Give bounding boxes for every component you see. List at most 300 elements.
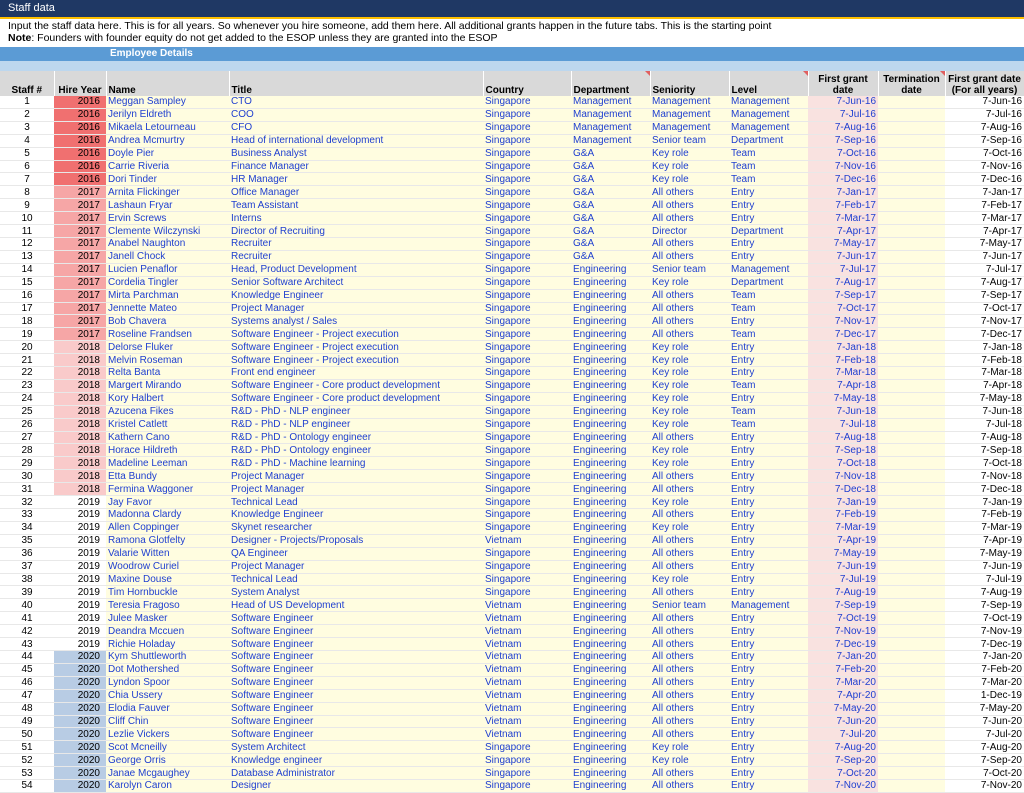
hire-year-cell[interactable]: 2020	[54, 689, 106, 702]
level-cell[interactable]: Entry	[729, 547, 808, 560]
hire-year-cell[interactable]: 2018	[54, 354, 106, 367]
title-cell[interactable]: QA Engineer	[229, 547, 483, 560]
department-cell[interactable]: Engineering	[571, 728, 650, 741]
name-cell[interactable]: Valarie Witten	[106, 547, 229, 560]
hire-year-cell[interactable]: 2017	[54, 225, 106, 238]
staff-number-cell[interactable]: 49	[0, 715, 54, 728]
first-grant-date-cell[interactable]: 7-Jan-19	[808, 496, 878, 509]
seniority-cell[interactable]: Key role	[650, 754, 729, 767]
name-cell[interactable]: Dori Tinder	[106, 173, 229, 186]
seniority-cell[interactable]: All others	[650, 612, 729, 625]
staff-number-cell[interactable]: 31	[0, 483, 54, 496]
hire-year-cell[interactable]: 2018	[54, 341, 106, 354]
staff-number-cell[interactable]: 39	[0, 586, 54, 599]
title-cell[interactable]: Project Manager	[229, 470, 483, 483]
seniority-cell[interactable]: Key role	[650, 405, 729, 418]
seniority-cell[interactable]: Senior team	[650, 263, 729, 276]
first-grant-all-years-cell[interactable]: 7-May-19	[945, 547, 1024, 560]
department-cell[interactable]: Management	[571, 96, 650, 108]
seniority-cell[interactable]: All others	[650, 650, 729, 663]
termination-date-cell[interactable]	[878, 431, 945, 444]
title-cell[interactable]: Business Analyst	[229, 147, 483, 160]
first-grant-all-years-cell[interactable]: 7-Dec-18	[945, 483, 1024, 496]
first-grant-all-years-cell[interactable]: 7-Apr-18	[945, 379, 1024, 392]
termination-date-cell[interactable]	[878, 147, 945, 160]
seniority-cell[interactable]: Key role	[650, 354, 729, 367]
first-grant-all-years-cell[interactable]: 7-Oct-20	[945, 767, 1024, 780]
level-cell[interactable]: Entry	[729, 457, 808, 470]
hire-year-cell[interactable]: 2019	[54, 586, 106, 599]
department-cell[interactable]: Engineering	[571, 418, 650, 431]
country-cell[interactable]: Singapore	[483, 367, 571, 380]
seniority-cell[interactable]: All others	[650, 483, 729, 496]
seniority-cell[interactable]: Key role	[650, 418, 729, 431]
first-grant-date-cell[interactable]: 7-Mar-20	[808, 676, 878, 689]
hire-year-cell[interactable]: 2019	[54, 625, 106, 638]
title-cell[interactable]: Project Manager	[229, 560, 483, 573]
first-grant-date-cell[interactable]: 7-Feb-19	[808, 509, 878, 522]
termination-date-cell[interactable]	[878, 302, 945, 315]
staff-number-cell[interactable]: 5	[0, 147, 54, 160]
department-cell[interactable]: G&A	[571, 186, 650, 199]
name-cell[interactable]: Andrea Mcmurtry	[106, 134, 229, 147]
name-cell[interactable]: Jerilyn Eldreth	[106, 108, 229, 121]
level-cell[interactable]: Management	[729, 96, 808, 108]
termination-date-cell[interactable]	[878, 767, 945, 780]
country-cell[interactable]: Singapore	[483, 354, 571, 367]
hire-year-cell[interactable]: 2017	[54, 186, 106, 199]
first-grant-all-years-cell[interactable]: 7-Apr-17	[945, 225, 1024, 238]
seniority-cell[interactable]: All others	[650, 560, 729, 573]
name-cell[interactable]: Mikaela Letourneau	[106, 121, 229, 134]
name-cell[interactable]: Cliff Chin	[106, 715, 229, 728]
name-cell[interactable]: Melvin Roseman	[106, 354, 229, 367]
hire-year-cell[interactable]: 2016	[54, 108, 106, 121]
hire-year-cell[interactable]: 2018	[54, 367, 106, 380]
name-cell[interactable]: Janell Chock	[106, 250, 229, 263]
termination-date-cell[interactable]	[878, 444, 945, 457]
staff-number-cell[interactable]: 22	[0, 367, 54, 380]
department-cell[interactable]: Engineering	[571, 741, 650, 754]
first-grant-date-cell[interactable]: 7-Jan-18	[808, 341, 878, 354]
name-cell[interactable]: Kathern Cano	[106, 431, 229, 444]
termination-date-cell[interactable]	[878, 276, 945, 289]
level-cell[interactable]: Management	[729, 121, 808, 134]
hire-year-cell[interactable]: 2019	[54, 638, 106, 651]
first-grant-date-cell[interactable]: 7-Jul-19	[808, 573, 878, 586]
first-grant-all-years-cell[interactable]: 7-Feb-20	[945, 663, 1024, 676]
name-cell[interactable]: Mirta Parchman	[106, 289, 229, 302]
name-cell[interactable]: Margert Mirando	[106, 379, 229, 392]
hire-year-cell[interactable]: 2018	[54, 457, 106, 470]
first-grant-all-years-cell[interactable]: 7-Oct-16	[945, 147, 1024, 160]
department-cell[interactable]: G&A	[571, 160, 650, 173]
staff-number-cell[interactable]: 19	[0, 328, 54, 341]
name-cell[interactable]: Cordelia Tingler	[106, 276, 229, 289]
name-cell[interactable]: Maxine Douse	[106, 573, 229, 586]
title-cell[interactable]: Head of international development	[229, 134, 483, 147]
country-cell[interactable]: Vietnam	[483, 689, 571, 702]
staff-number-cell[interactable]: 24	[0, 392, 54, 405]
termination-date-cell[interactable]	[878, 315, 945, 328]
country-cell[interactable]: Singapore	[483, 470, 571, 483]
seniority-cell[interactable]: Key role	[650, 276, 729, 289]
first-grant-date-cell[interactable]: 7-May-19	[808, 547, 878, 560]
first-grant-all-years-cell[interactable]: 7-Jun-17	[945, 250, 1024, 263]
first-grant-all-years-cell[interactable]: 7-Jul-16	[945, 108, 1024, 121]
termination-date-cell[interactable]	[878, 599, 945, 612]
staff-number-cell[interactable]: 20	[0, 341, 54, 354]
hire-year-cell[interactable]: 2016	[54, 121, 106, 134]
title-cell[interactable]: System Analyst	[229, 586, 483, 599]
level-cell[interactable]: Entry	[729, 470, 808, 483]
staff-number-cell[interactable]: 32	[0, 496, 54, 509]
first-grant-all-years-cell[interactable]: 7-Oct-18	[945, 457, 1024, 470]
termination-date-cell[interactable]	[878, 289, 945, 302]
staff-number-cell[interactable]: 35	[0, 534, 54, 547]
first-grant-date-cell[interactable]: 7-Jul-16	[808, 108, 878, 121]
country-cell[interactable]: Vietnam	[483, 650, 571, 663]
level-cell[interactable]: Entry	[729, 663, 808, 676]
col-header-termination-date[interactable]	[878, 71, 945, 96]
staff-number-cell[interactable]: 38	[0, 573, 54, 586]
title-cell[interactable]: Knowledge engineer	[229, 754, 483, 767]
country-cell[interactable]: Singapore	[483, 199, 571, 212]
first-grant-date-cell[interactable]: 7-Aug-16	[808, 121, 878, 134]
name-cell[interactable]: Anabel Naughton	[106, 237, 229, 250]
first-grant-all-years-cell[interactable]: 7-Jan-19	[945, 496, 1024, 509]
col-header-staff-num[interactable]: Staff #	[0, 71, 54, 96]
title-cell[interactable]: COO	[229, 108, 483, 121]
department-cell[interactable]: Engineering	[571, 638, 650, 651]
staff-number-cell[interactable]: 30	[0, 470, 54, 483]
termination-date-cell[interactable]	[878, 638, 945, 651]
first-grant-date-cell[interactable]: 7-Jul-20	[808, 728, 878, 741]
termination-date-cell[interactable]	[878, 780, 945, 793]
name-cell[interactable]: Kym Shuttleworth	[106, 650, 229, 663]
first-grant-date-cell[interactable]: 7-Apr-20	[808, 689, 878, 702]
first-grant-all-years-cell[interactable]: 7-Jul-17	[945, 263, 1024, 276]
first-grant-date-cell[interactable]: 7-Oct-17	[808, 302, 878, 315]
name-cell[interactable]: Madeline Leeman	[106, 457, 229, 470]
staff-number-cell[interactable]: 26	[0, 418, 54, 431]
level-cell[interactable]: Team	[729, 173, 808, 186]
level-cell[interactable]: Entry	[729, 689, 808, 702]
hire-year-cell[interactable]: 2018	[54, 392, 106, 405]
termination-date-cell[interactable]	[878, 663, 945, 676]
country-cell[interactable]: Vietnam	[483, 534, 571, 547]
country-cell[interactable]: Singapore	[483, 173, 571, 186]
first-grant-all-years-cell[interactable]: 7-May-17	[945, 237, 1024, 250]
staff-number-cell[interactable]: 36	[0, 547, 54, 560]
hire-year-cell[interactable]: 2017	[54, 250, 106, 263]
hire-year-cell[interactable]: 2018	[54, 431, 106, 444]
title-cell[interactable]: Designer - Projects/Proposals	[229, 534, 483, 547]
hire-year-cell[interactable]: 2017	[54, 263, 106, 276]
hire-year-cell[interactable]: 2018	[54, 405, 106, 418]
first-grant-all-years-cell[interactable]: 7-Nov-16	[945, 160, 1024, 173]
title-cell[interactable]: Software Engineer - Core product development	[229, 379, 483, 392]
department-cell[interactable]: Engineering	[571, 483, 650, 496]
name-cell[interactable]: Dot Mothershed	[106, 663, 229, 676]
termination-date-cell[interactable]	[878, 689, 945, 702]
first-grant-all-years-cell[interactable]: 7-Oct-17	[945, 302, 1024, 315]
department-cell[interactable]: G&A	[571, 212, 650, 225]
country-cell[interactable]: Singapore	[483, 121, 571, 134]
first-grant-all-years-cell[interactable]: 7-Jun-16	[945, 96, 1024, 108]
country-cell[interactable]: Singapore	[483, 160, 571, 173]
hire-year-cell[interactable]: 2020	[54, 715, 106, 728]
staff-number-cell[interactable]: 1	[0, 96, 54, 108]
country-cell[interactable]: Singapore	[483, 341, 571, 354]
col-header-country[interactable]: Country	[483, 71, 571, 96]
first-grant-date-cell[interactable]: 7-Apr-17	[808, 225, 878, 238]
seniority-cell[interactable]: All others	[650, 328, 729, 341]
first-grant-all-years-cell[interactable]: 7-Jan-18	[945, 341, 1024, 354]
title-cell[interactable]: Project Manager	[229, 302, 483, 315]
country-cell[interactable]: Singapore	[483, 418, 571, 431]
hire-year-cell[interactable]: 2016	[54, 173, 106, 186]
title-cell[interactable]: Database Administrator	[229, 767, 483, 780]
country-cell[interactable]: Singapore	[483, 225, 571, 238]
country-cell[interactable]: Singapore	[483, 108, 571, 121]
country-cell[interactable]: Vietnam	[483, 612, 571, 625]
level-cell[interactable]: Entry	[729, 638, 808, 651]
seniority-cell[interactable]: All others	[650, 289, 729, 302]
hire-year-cell[interactable]: 2018	[54, 483, 106, 496]
first-grant-date-cell[interactable]: 7-Jul-17	[808, 263, 878, 276]
level-cell[interactable]: Entry	[729, 702, 808, 715]
seniority-cell[interactable]: All others	[650, 689, 729, 702]
seniority-cell[interactable]: Key role	[650, 457, 729, 470]
hire-year-cell[interactable]: 2017	[54, 289, 106, 302]
level-cell[interactable]: Team	[729, 405, 808, 418]
level-cell[interactable]: Entry	[729, 199, 808, 212]
staff-number-cell[interactable]: 54	[0, 780, 54, 793]
level-cell[interactable]: Entry	[729, 367, 808, 380]
staff-number-cell[interactable]: 6	[0, 160, 54, 173]
termination-date-cell[interactable]	[878, 509, 945, 522]
department-cell[interactable]: Engineering	[571, 521, 650, 534]
hire-year-cell[interactable]: 2020	[54, 676, 106, 689]
department-cell[interactable]: Engineering	[571, 586, 650, 599]
staff-number-cell[interactable]: 51	[0, 741, 54, 754]
title-cell[interactable]: Office Manager	[229, 186, 483, 199]
first-grant-all-years-cell[interactable]: 7-Sep-17	[945, 289, 1024, 302]
hire-year-cell[interactable]: 2019	[54, 599, 106, 612]
first-grant-date-cell[interactable]: 7-Dec-16	[808, 173, 878, 186]
termination-date-cell[interactable]	[878, 160, 945, 173]
level-cell[interactable]: Entry	[729, 741, 808, 754]
department-cell[interactable]: G&A	[571, 199, 650, 212]
department-cell[interactable]: Engineering	[571, 676, 650, 689]
department-cell[interactable]: Engineering	[571, 689, 650, 702]
country-cell[interactable]: Singapore	[483, 586, 571, 599]
name-cell[interactable]: Jay Favor	[106, 496, 229, 509]
staff-number-cell[interactable]: 2	[0, 108, 54, 121]
department-cell[interactable]: Engineering	[571, 444, 650, 457]
first-grant-all-years-cell[interactable]: 7-Sep-19	[945, 599, 1024, 612]
seniority-cell[interactable]: All others	[650, 728, 729, 741]
level-cell[interactable]: Entry	[729, 315, 808, 328]
hire-year-cell[interactable]: 2016	[54, 96, 106, 108]
name-cell[interactable]: Ervin Screws	[106, 212, 229, 225]
name-cell[interactable]: Lyndon Spoor	[106, 676, 229, 689]
department-cell[interactable]: Management	[571, 121, 650, 134]
level-cell[interactable]: Entry	[729, 212, 808, 225]
seniority-cell[interactable]: Key role	[650, 173, 729, 186]
country-cell[interactable]: Singapore	[483, 560, 571, 573]
department-cell[interactable]: Engineering	[571, 405, 650, 418]
first-grant-all-years-cell[interactable]: 7-Nov-19	[945, 625, 1024, 638]
department-cell[interactable]: Engineering	[571, 457, 650, 470]
title-cell[interactable]: Software Engineer	[229, 638, 483, 651]
name-cell[interactable]: Etta Bundy	[106, 470, 229, 483]
termination-date-cell[interactable]	[878, 676, 945, 689]
level-cell[interactable]: Department	[729, 276, 808, 289]
level-cell[interactable]: Entry	[729, 650, 808, 663]
first-grant-all-years-cell[interactable]: 7-May-18	[945, 392, 1024, 405]
department-cell[interactable]: Engineering	[571, 276, 650, 289]
level-cell[interactable]: Entry	[729, 431, 808, 444]
first-grant-date-cell[interactable]: 7-Mar-17	[808, 212, 878, 225]
name-cell[interactable]: Richie Holaday	[106, 638, 229, 651]
staff-number-cell[interactable]: 46	[0, 676, 54, 689]
first-grant-date-cell[interactable]: 7-Mar-19	[808, 521, 878, 534]
title-cell[interactable]: Recruiter	[229, 237, 483, 250]
department-cell[interactable]: Engineering	[571, 780, 650, 793]
termination-date-cell[interactable]	[878, 405, 945, 418]
department-cell[interactable]: Engineering	[571, 625, 650, 638]
hire-year-cell[interactable]: 2020	[54, 650, 106, 663]
department-cell[interactable]: Engineering	[571, 496, 650, 509]
title-cell[interactable]: System Architect	[229, 741, 483, 754]
title-cell[interactable]: R&D - PhD - NLP engineer	[229, 405, 483, 418]
name-cell[interactable]: Madonna Clardy	[106, 509, 229, 522]
first-grant-date-cell[interactable]: 7-Jun-17	[808, 250, 878, 263]
name-cell[interactable]: Jennette Mateo	[106, 302, 229, 315]
hire-year-cell[interactable]: 2017	[54, 302, 106, 315]
col-header-level[interactable]	[729, 71, 808, 96]
level-cell[interactable]: Entry	[729, 509, 808, 522]
first-grant-all-years-cell[interactable]: 7-Jul-20	[945, 728, 1024, 741]
level-cell[interactable]: Entry	[729, 534, 808, 547]
name-cell[interactable]: Bob Chavera	[106, 315, 229, 328]
title-cell[interactable]: Head, Product Development	[229, 263, 483, 276]
seniority-cell[interactable]: Management	[650, 108, 729, 121]
seniority-cell[interactable]: All others	[650, 663, 729, 676]
staff-number-cell[interactable]: 33	[0, 509, 54, 522]
first-grant-all-years-cell[interactable]: 7-Jun-20	[945, 715, 1024, 728]
staff-number-cell[interactable]: 29	[0, 457, 54, 470]
hire-year-cell[interactable]: 2020	[54, 780, 106, 793]
first-grant-date-cell[interactable]: 7-Sep-19	[808, 599, 878, 612]
title-cell[interactable]: Front end engineer	[229, 367, 483, 380]
seniority-cell[interactable]: All others	[650, 702, 729, 715]
first-grant-date-cell[interactable]: 7-Sep-18	[808, 444, 878, 457]
title-cell[interactable]: Technical Lead	[229, 573, 483, 586]
comment-marker-icon[interactable]	[940, 71, 945, 76]
termination-date-cell[interactable]	[878, 328, 945, 341]
department-cell[interactable]: G&A	[571, 237, 650, 250]
first-grant-all-years-cell[interactable]: 7-Aug-18	[945, 431, 1024, 444]
seniority-cell[interactable]: Key role	[650, 521, 729, 534]
name-cell[interactable]: Allen Coppinger	[106, 521, 229, 534]
staff-number-cell[interactable]: 15	[0, 276, 54, 289]
hire-year-cell[interactable]: 2019	[54, 521, 106, 534]
hire-year-cell[interactable]: 2019	[54, 573, 106, 586]
country-cell[interactable]: Vietnam	[483, 728, 571, 741]
level-cell[interactable]: Entry	[729, 586, 808, 599]
name-cell[interactable]: Karolyn Caron	[106, 780, 229, 793]
name-cell[interactable]: Julee Masker	[106, 612, 229, 625]
level-cell[interactable]: Department	[729, 225, 808, 238]
seniority-cell[interactable]: All others	[650, 586, 729, 599]
name-cell[interactable]: Janae Mcgaughey	[106, 767, 229, 780]
name-cell[interactable]: Horace Hildreth	[106, 444, 229, 457]
staff-number-cell[interactable]: 41	[0, 612, 54, 625]
termination-date-cell[interactable]	[878, 754, 945, 767]
staff-number-cell[interactable]: 47	[0, 689, 54, 702]
department-cell[interactable]: Engineering	[571, 715, 650, 728]
staff-number-cell[interactable]: 7	[0, 173, 54, 186]
level-cell[interactable]: Entry	[729, 612, 808, 625]
country-cell[interactable]: Singapore	[483, 521, 571, 534]
country-cell[interactable]: Singapore	[483, 754, 571, 767]
title-cell[interactable]: Knowledge Engineer	[229, 509, 483, 522]
first-grant-date-cell[interactable]: 7-Dec-19	[808, 638, 878, 651]
department-cell[interactable]: Engineering	[571, 289, 650, 302]
title-cell[interactable]: Knowledge Engineer	[229, 289, 483, 302]
level-cell[interactable]: Team	[729, 147, 808, 160]
first-grant-date-cell[interactable]: 7-Feb-17	[808, 199, 878, 212]
hire-year-cell[interactable]: 2017	[54, 237, 106, 250]
title-cell[interactable]: Systems analyst / Sales	[229, 315, 483, 328]
department-cell[interactable]: Management	[571, 108, 650, 121]
hire-year-cell[interactable]: 2020	[54, 754, 106, 767]
first-grant-date-cell[interactable]: 7-Aug-19	[808, 586, 878, 599]
name-cell[interactable]: Roseline Frandsen	[106, 328, 229, 341]
first-grant-date-cell[interactable]: 7-Nov-19	[808, 625, 878, 638]
title-cell[interactable]: R&D - PhD - NLP engineer	[229, 418, 483, 431]
title-cell[interactable]: Software Engineer	[229, 612, 483, 625]
staff-number-cell[interactable]: 25	[0, 405, 54, 418]
name-cell[interactable]: Arnita Flickinger	[106, 186, 229, 199]
termination-date-cell[interactable]	[878, 367, 945, 380]
staff-number-cell[interactable]: 52	[0, 754, 54, 767]
first-grant-date-cell[interactable]: 7-Aug-20	[808, 741, 878, 754]
termination-date-cell[interactable]	[878, 547, 945, 560]
first-grant-date-cell[interactable]: 7-May-17	[808, 237, 878, 250]
first-grant-date-cell[interactable]: 7-Oct-18	[808, 457, 878, 470]
department-cell[interactable]: Engineering	[571, 341, 650, 354]
country-cell[interactable]: Singapore	[483, 457, 571, 470]
seniority-cell[interactable]: Key role	[650, 573, 729, 586]
first-grant-all-years-cell[interactable]: 7-Dec-16	[945, 173, 1024, 186]
level-cell[interactable]: Entry	[729, 754, 808, 767]
level-cell[interactable]: Entry	[729, 496, 808, 509]
termination-date-cell[interactable]	[878, 121, 945, 134]
level-cell[interactable]: Entry	[729, 483, 808, 496]
department-cell[interactable]: Engineering	[571, 534, 650, 547]
seniority-cell[interactable]: All others	[650, 212, 729, 225]
termination-date-cell[interactable]	[878, 96, 945, 108]
name-cell[interactable]: Doyle Pier	[106, 147, 229, 160]
staff-number-cell[interactable]: 37	[0, 560, 54, 573]
seniority-cell[interactable]: Management	[650, 121, 729, 134]
seniority-cell[interactable]: All others	[650, 431, 729, 444]
first-grant-all-years-cell[interactable]: 7-Apr-19	[945, 534, 1024, 547]
